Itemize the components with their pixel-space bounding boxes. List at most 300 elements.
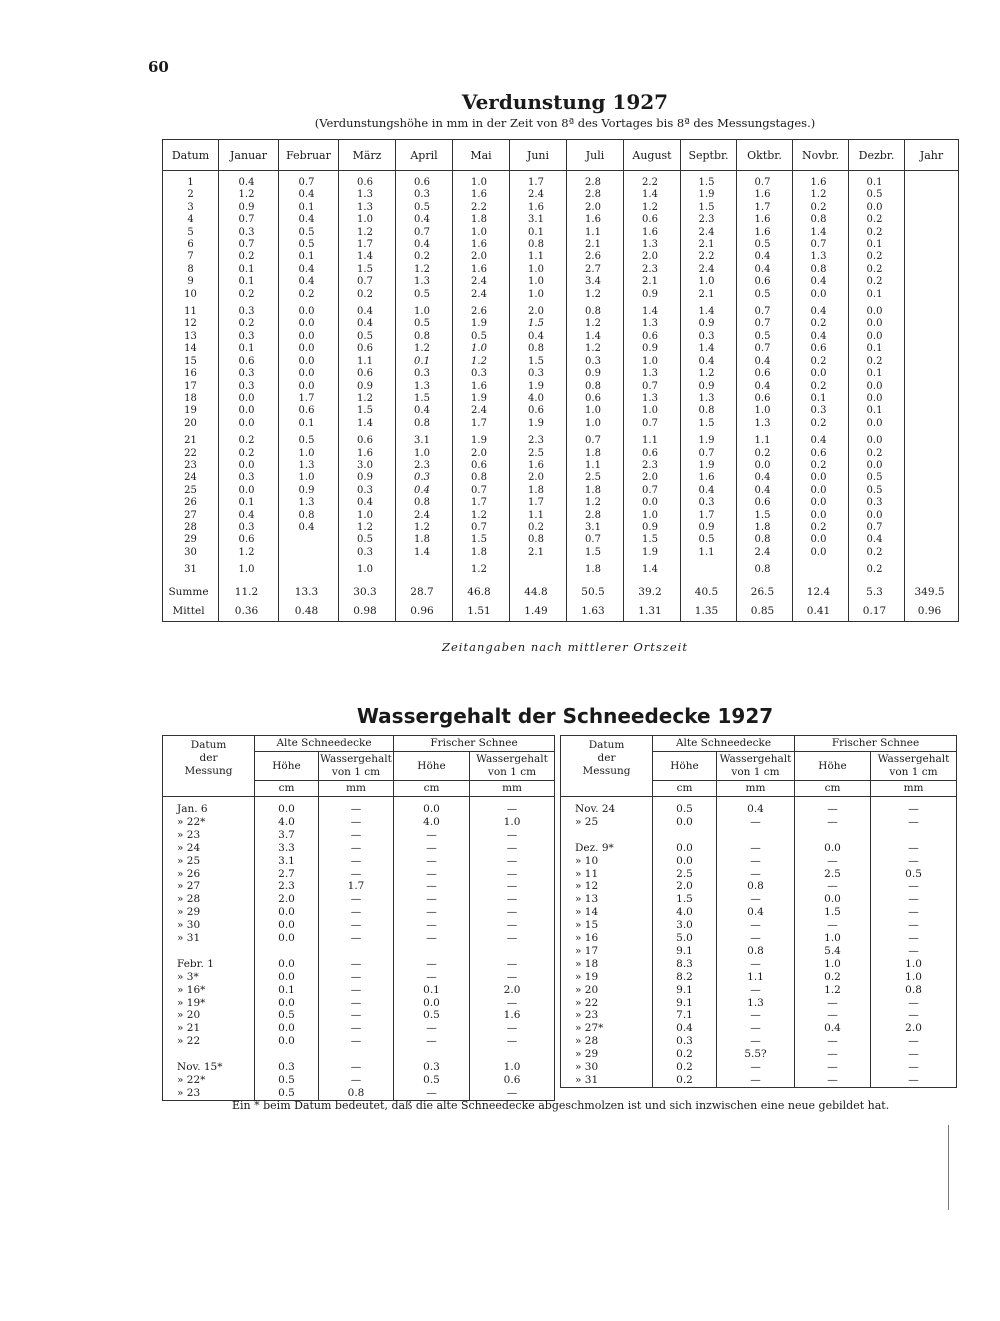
evap-cell: 1.7: [681, 510, 737, 522]
evap-day: 28: [163, 522, 219, 534]
snow-date: » 23: [163, 1087, 255, 1100]
evap-day: 10: [163, 289, 219, 301]
snow-cell: 0.5: [394, 1074, 470, 1087]
evap-cell: 0.4: [849, 534, 905, 546]
evap-cell: 0.0: [849, 381, 905, 393]
evap-cell: 0.1: [396, 356, 453, 368]
snow-cell: 0.3: [653, 1035, 717, 1048]
evap-cell: 0.6: [339, 435, 396, 447]
snow-cell: —: [470, 893, 555, 906]
snow-cell: 0.0: [255, 906, 319, 919]
snow-cell: 4.0: [394, 816, 470, 829]
snow-cell: —: [717, 1074, 795, 1087]
evap-year-cell: [905, 510, 959, 522]
evap-cell: 1.6: [453, 189, 510, 201]
evap-summe-cell: 46.8: [453, 577, 510, 602]
evap-cell: 1.5: [453, 534, 510, 546]
evap-year-cell: [905, 189, 959, 201]
evap-header-3: März: [339, 140, 396, 171]
evap-summe-row: [163, 577, 959, 602]
evap-cell: 0.3: [681, 331, 737, 343]
evap-cell: 0.1: [793, 393, 849, 405]
evap-cell: 1.6: [567, 214, 624, 226]
evap-cell: 1.8: [567, 564, 624, 576]
snow-row: [163, 1048, 555, 1061]
evap-cell: 0.0: [279, 381, 339, 393]
snow-row: [163, 1035, 555, 1048]
snow-cell: —: [871, 797, 957, 816]
evap-cell: 1.0: [510, 289, 567, 301]
evap-day: 6: [163, 239, 219, 251]
snow-cell: —: [717, 816, 795, 829]
evap-cell: 0.0: [219, 393, 279, 405]
evap-day: 20: [163, 418, 219, 430]
snow-cell: —: [319, 971, 394, 984]
snow-date: » 24: [163, 842, 255, 855]
snow-date: » 16*: [163, 984, 255, 997]
evap-cell: 2.0: [624, 251, 681, 263]
evap-day: 27: [163, 510, 219, 522]
evap-cell: [279, 564, 339, 576]
evap-cell: 0.4: [396, 214, 453, 226]
footnote: Ein * beim Datum bedeutet, daß die alte Schneedecke abgeschmolzen ist und sich inzwischen eine neue gebildet hat.: [232, 1099, 890, 1112]
snow-date: » 19: [561, 971, 653, 984]
evap-cell: 0.6: [737, 393, 793, 405]
col-wassergehalt: Wassergehalt von 1 cm: [871, 752, 957, 781]
evap-header-2: Februar: [279, 140, 339, 171]
evap-cell: 1.3: [624, 318, 681, 330]
evap-row: [163, 534, 959, 546]
snow-cell: —: [470, 842, 555, 855]
evap-cell: 0.8: [793, 264, 849, 276]
snow-cell: —: [717, 842, 795, 855]
evap-header-4: April: [396, 140, 453, 171]
evap-cell: 0.1: [849, 405, 905, 417]
snow-cell: —: [871, 919, 957, 932]
evap-cell: 0.4: [681, 356, 737, 368]
snow-cell: —: [394, 1087, 470, 1100]
evap-cell: 0.2: [849, 448, 905, 460]
evap-cell: 0.2: [793, 381, 849, 393]
evap-cell: 1.4: [793, 227, 849, 239]
evaporation-subtitle: (Verdunstungshöhe in mm in der Zeit von 8ª des Vortages bis 8ª des Messungstages.): [314, 116, 816, 130]
evap-cell: 0.5: [737, 331, 793, 343]
snow-date: Jan. 6: [163, 797, 255, 816]
snow-cell: 0.2: [653, 1061, 717, 1074]
snow-date: » 27: [163, 880, 255, 893]
evap-cell: 2.6: [567, 251, 624, 263]
evap-cell: 1.0: [681, 276, 737, 288]
snow-cell: —: [871, 893, 957, 906]
evap-cell: 0.7: [624, 485, 681, 497]
snow-date: » 28: [163, 893, 255, 906]
evap-row: [163, 227, 959, 239]
snow-cell: 1.5: [795, 906, 871, 919]
snow-cell: 0.0: [255, 919, 319, 932]
unit-mm: mm: [717, 781, 795, 797]
snow-date: Dez. 9*: [561, 842, 653, 855]
evap-cell: 1.5: [510, 318, 567, 330]
evap-cell: 0.6: [453, 460, 510, 472]
evap-cell: 3.1: [396, 435, 453, 447]
snow-cell: 3.1: [255, 855, 319, 868]
snow-cell: 5.4: [795, 945, 871, 958]
evap-row: [163, 306, 959, 318]
evap-cell: 0.5: [396, 289, 453, 301]
snow-cell: 1.0: [795, 958, 871, 971]
snow-row: [561, 997, 957, 1010]
col-hoehe: Höhe: [653, 752, 717, 781]
evap-cell: 0.6: [624, 448, 681, 460]
snow-cell: 0.0: [653, 842, 717, 855]
snow-cell: —: [319, 984, 394, 997]
snow-date: » 25: [163, 855, 255, 868]
snow-row: [561, 1048, 957, 1061]
snow-cell: —: [319, 1035, 394, 1048]
evap-row: [163, 171, 959, 190]
snow-row: [163, 958, 555, 971]
evap-cell: 3.1: [510, 214, 567, 226]
evap-cell: 1.7: [453, 497, 510, 509]
evap-cell: 0.2: [849, 356, 905, 368]
col-datum: Datum der Messung: [163, 736, 255, 781]
evap-cell: 0.5: [339, 331, 396, 343]
evap-cell: 0.8: [567, 381, 624, 393]
evap-cell: 1.0: [219, 564, 279, 576]
snow-cell: —: [717, 1061, 795, 1074]
evap-cell: 1.0: [567, 418, 624, 430]
snow-cell: —: [717, 855, 795, 868]
unit-cm: cm: [255, 781, 319, 797]
evap-cell: 0.7: [737, 171, 793, 190]
evap-cell: 1.0: [624, 510, 681, 522]
evap-cell: 1.1: [567, 227, 624, 239]
evap-day: 12: [163, 318, 219, 330]
evap-cell: 1.0: [396, 448, 453, 460]
snow-date: » 20: [561, 984, 653, 997]
evap-cell: 2.4: [510, 189, 567, 201]
snow-cell: 0.4: [717, 906, 795, 919]
time-note: Zeitangaben nach mittlerer Ortszeit: [442, 640, 688, 654]
evap-cell: 0.4: [737, 472, 793, 484]
snow-cell: —: [394, 1022, 470, 1035]
evap-cell: 0.2: [793, 522, 849, 534]
snow-row: [561, 855, 957, 868]
evap-cell: 1.9: [453, 318, 510, 330]
snow-cell: 4.0: [255, 816, 319, 829]
evap-cell: 1.6: [510, 460, 567, 472]
snow-cell: [470, 1048, 555, 1061]
snow-cell: 0.2: [795, 971, 871, 984]
snow-cell: —: [717, 1035, 795, 1048]
evap-row: [163, 214, 959, 226]
evap-cell: 0.2: [510, 522, 567, 534]
snow-date: » 30: [163, 919, 255, 932]
snow-cell: 0.0: [394, 997, 470, 1010]
evap-cell: 0.4: [279, 522, 339, 534]
col-alte-schneedecke: Alte Schneedecke: [653, 736, 795, 752]
evap-year-cell: [905, 318, 959, 330]
evap-year-cell: [905, 356, 959, 368]
evap-cell: 1.0: [567, 405, 624, 417]
evap-year-cell: [905, 276, 959, 288]
evap-cell: 0.6: [339, 171, 396, 190]
snow-cell: 0.0: [394, 797, 470, 816]
evap-cell: 1.6: [793, 171, 849, 190]
evap-cell: 1.8: [567, 448, 624, 460]
snow-cell: 0.2: [653, 1074, 717, 1087]
evap-cell: 0.6: [279, 405, 339, 417]
evap-day: 1: [163, 171, 219, 190]
evap-cell: 1.6: [453, 381, 510, 393]
evap-cell: 2.1: [681, 289, 737, 301]
snow-date: [561, 829, 653, 842]
evap-cell: 1.3: [624, 393, 681, 405]
evap-cell: 0.7: [793, 239, 849, 251]
evap-cell: 0.2: [793, 202, 849, 214]
evap-cell: 1.1: [681, 547, 737, 559]
evap-cell: 0.0: [793, 510, 849, 522]
snow-row: [163, 945, 555, 958]
evap-day: 14: [163, 343, 219, 355]
evap-day: 30: [163, 547, 219, 559]
snow-cell: —: [871, 855, 957, 868]
snow-date: Febr. 1: [163, 958, 255, 971]
evap-year-cell: [905, 418, 959, 430]
evap-day: 17: [163, 381, 219, 393]
evap-cell: 1.4: [681, 306, 737, 318]
evap-cell: 0.8: [793, 214, 849, 226]
evap-cell: 2.1: [624, 276, 681, 288]
evap-cell: 0.4: [793, 276, 849, 288]
snow-date: » 31: [163, 932, 255, 945]
evap-row: [163, 435, 959, 447]
evap-cell: 0.2: [339, 289, 396, 301]
evap-cell: 1.7: [279, 393, 339, 405]
snow-row: [163, 1074, 555, 1087]
evap-cell: 0.9: [567, 368, 624, 380]
evap-cell: 0.6: [737, 276, 793, 288]
snow-cell: 0.4: [653, 1022, 717, 1035]
snow-cell: —: [470, 1087, 555, 1100]
evap-cell: 0.8: [567, 306, 624, 318]
evap-year-cell: [905, 289, 959, 301]
evap-cell: 1.0: [453, 227, 510, 239]
evap-cell: 0.5: [279, 435, 339, 447]
evap-cell: 0.9: [681, 522, 737, 534]
snow-cell: —: [394, 919, 470, 932]
col-wassergehalt: Wassergehalt von 1 cm: [319, 752, 394, 781]
evap-row: [163, 239, 959, 251]
snow-cell: [394, 945, 470, 958]
evap-cell: 0.0: [849, 460, 905, 472]
evap-mittel-label: Mittel: [163, 602, 219, 622]
evap-day: 9: [163, 276, 219, 288]
evap-cell: 1.4: [624, 564, 681, 576]
snow-row: [163, 971, 555, 984]
evap-row: [163, 485, 959, 497]
evap-cell: 2.3: [624, 460, 681, 472]
snow-cell: —: [871, 906, 957, 919]
evaporation-title: Verdunstung 1927: [461, 90, 669, 114]
evap-cell: 0.4: [737, 251, 793, 263]
snow-cell: —: [795, 1009, 871, 1022]
evap-cell: 1.9: [681, 435, 737, 447]
evap-cell: 0.7: [737, 318, 793, 330]
evap-cell: 1.3: [624, 239, 681, 251]
evap-cell: 1.6: [624, 227, 681, 239]
evap-cell: 0.0: [793, 547, 849, 559]
snow-cell: 3.3: [255, 842, 319, 855]
margin-rule: [948, 1125, 949, 1210]
evap-mittel-cell: 1.63: [567, 602, 624, 622]
snow-date: Nov. 15*: [163, 1061, 255, 1074]
snow-cell: 0.3: [255, 1061, 319, 1074]
evap-mittel-cell: 0.41: [793, 602, 849, 622]
evap-cell: 2.1: [567, 239, 624, 251]
evap-cell: 0.2: [849, 564, 905, 576]
snow-row: [163, 893, 555, 906]
snow-date: » 29: [163, 906, 255, 919]
evap-cell: 0.7: [737, 306, 793, 318]
evap-cell: 0.2: [396, 251, 453, 263]
snow-cell: 0.3: [394, 1061, 470, 1074]
evap-cell: 0.8: [453, 472, 510, 484]
snow-cell: 9.1: [653, 997, 717, 1010]
evap-cell: 2.4: [681, 227, 737, 239]
evap-year-cell: [905, 393, 959, 405]
evap-cell: 1.9: [510, 381, 567, 393]
snow-cell: —: [319, 932, 394, 945]
evap-cell: 1.7: [737, 202, 793, 214]
evap-cell: 0.2: [737, 448, 793, 460]
unit-cm: cm: [795, 781, 871, 797]
snow-row: [561, 984, 957, 997]
snow-cell: —: [795, 1048, 871, 1061]
snow-cell: —: [795, 816, 871, 829]
evap-cell: 0.1: [219, 497, 279, 509]
snow-date: » 11: [561, 868, 653, 881]
snow-cell: 2.0: [470, 984, 555, 997]
evap-header-8: August: [624, 140, 681, 171]
snow-cell: 2.7: [255, 868, 319, 881]
evap-row: [163, 522, 959, 534]
snow-cell: —: [470, 906, 555, 919]
evap-cell: 0.4: [793, 435, 849, 447]
snow-cell: —: [871, 1061, 957, 1074]
snow-cell: —: [319, 958, 394, 971]
evap-cell: 2.4: [453, 289, 510, 301]
evap-cell: 0.4: [279, 214, 339, 226]
evap-cell: 1.6: [681, 472, 737, 484]
evap-cell: 0.6: [339, 368, 396, 380]
evap-cell: 1.4: [396, 547, 453, 559]
snow-cell: —: [871, 1009, 957, 1022]
evap-year-cell: [905, 306, 959, 318]
snow-cell: 2.0: [255, 893, 319, 906]
snow-cell: —: [871, 932, 957, 945]
evap-cell: 0.1: [849, 289, 905, 301]
evap-cell: [396, 564, 453, 576]
evap-cell: 0.0: [279, 343, 339, 355]
snow-cell: 8.2: [653, 971, 717, 984]
evap-cell: 0.3: [219, 522, 279, 534]
snow-cell: —: [319, 906, 394, 919]
evap-cell: 0.0: [219, 405, 279, 417]
evap-cell: 1.2: [219, 189, 279, 201]
evap-cell: 0.0: [624, 497, 681, 509]
evap-cell: 2.1: [510, 547, 567, 559]
evap-row: [163, 472, 959, 484]
snow-date: Nov. 24: [561, 797, 653, 816]
evap-cell: 1.7: [339, 239, 396, 251]
evap-cell: 1.2: [681, 368, 737, 380]
snow-cell: —: [319, 1022, 394, 1035]
snow-cell: —: [717, 919, 795, 932]
snow-date: » 31: [561, 1074, 653, 1087]
evap-header-9: Septbr.: [681, 140, 737, 171]
evap-cell: 1.2: [339, 393, 396, 405]
evap-cell: 0.3: [219, 472, 279, 484]
evap-day: 7: [163, 251, 219, 263]
snow-cell: —: [795, 797, 871, 816]
evap-cell: 1.6: [453, 239, 510, 251]
evap-cell: 0.2: [219, 251, 279, 263]
snow-cell: —: [470, 919, 555, 932]
snow-cell: —: [319, 829, 394, 842]
snow-cell: —: [470, 971, 555, 984]
snow-table-right: [560, 735, 957, 1088]
snow-date: » 28: [561, 1035, 653, 1048]
snow-cell: —: [394, 958, 470, 971]
evap-cell: 1.0: [396, 306, 453, 318]
evap-row: [163, 331, 959, 343]
evap-cell: 4.0: [510, 393, 567, 405]
evap-cell: 0.2: [793, 356, 849, 368]
evap-cell: 0.7: [219, 239, 279, 251]
evap-cell: 1.5: [510, 356, 567, 368]
evap-row: [163, 289, 959, 301]
evap-cell: 0.6: [339, 343, 396, 355]
evap-cell: 0.5: [849, 189, 905, 201]
snow-cell: —: [871, 997, 957, 1010]
evap-year-cell: [905, 522, 959, 534]
snow-cell: —: [394, 971, 470, 984]
snow-cell: 1.7: [319, 880, 394, 893]
evap-cell: 1.8: [510, 485, 567, 497]
evap-mittel-cell: 0.17: [849, 602, 905, 622]
evap-cell: 1.7: [453, 418, 510, 430]
evap-cell: 0.9: [219, 202, 279, 214]
snow-date: [163, 1048, 255, 1061]
evap-cell: 1.3: [737, 418, 793, 430]
evap-cell: 1.2: [396, 343, 453, 355]
snow-row: [561, 880, 957, 893]
evap-cell: 0.5: [681, 534, 737, 546]
evap-mittel-cell: 0.96: [905, 602, 959, 622]
evap-cell: 1.3: [793, 251, 849, 263]
snow-cell: —: [795, 997, 871, 1010]
evap-cell: 0.4: [279, 264, 339, 276]
evap-cell: 0.2: [279, 289, 339, 301]
evap-cell: 1.0: [453, 171, 510, 190]
evap-cell: 0.2: [849, 547, 905, 559]
snow-cell: 0.8: [717, 880, 795, 893]
evap-year-cell: [905, 251, 959, 263]
evap-cell: 0.5: [737, 289, 793, 301]
evap-row: [163, 264, 959, 276]
evap-cell: 0.0: [793, 289, 849, 301]
